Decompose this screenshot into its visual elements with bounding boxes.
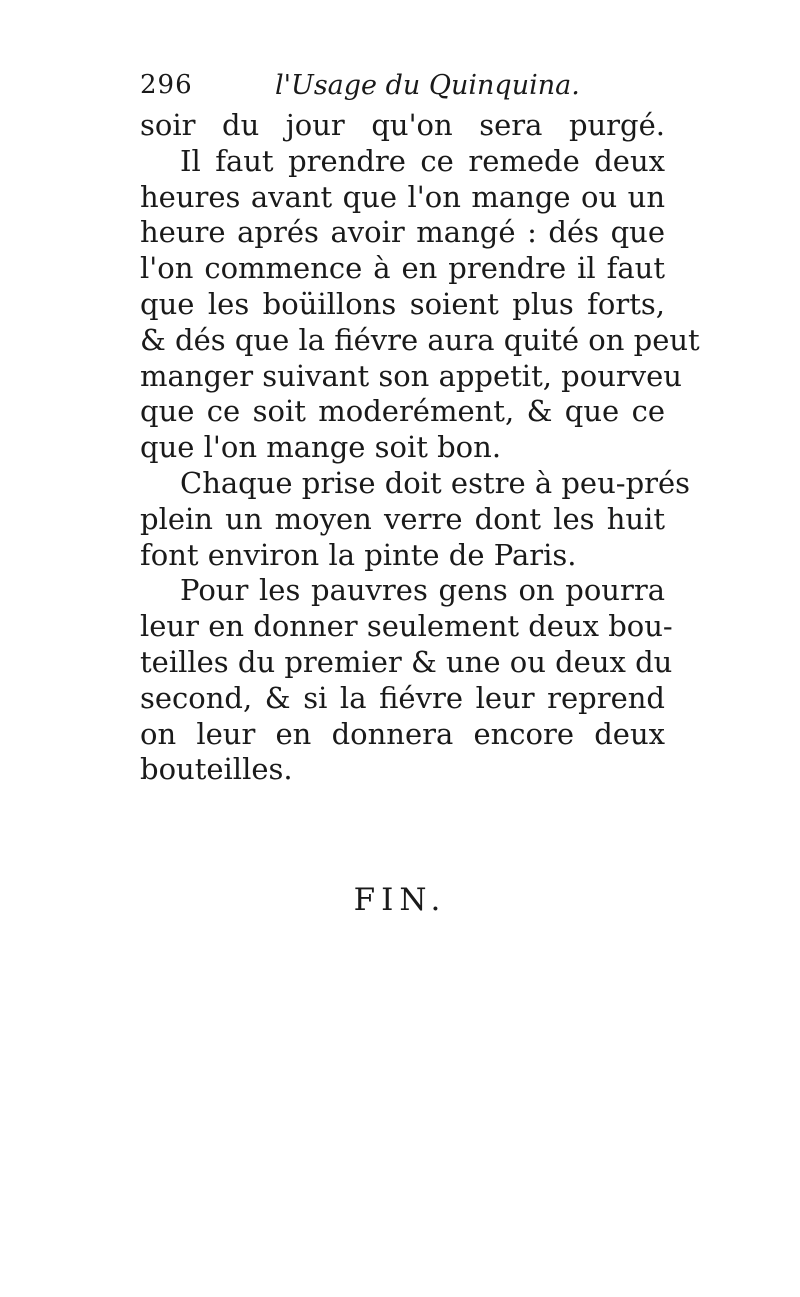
text-line: bouteilles. (140, 752, 293, 787)
text-line: on leur en donnera encore deux (140, 716, 665, 751)
text-line: manger suivant son appetit, pourveu (140, 358, 682, 393)
text-line: Il faut prendre ce remede deux (180, 143, 665, 178)
text-line: teilles du premier & une ou deux du (140, 644, 673, 679)
text-line: que les boüillons soient plus forts, (140, 286, 665, 321)
text-line: Pour les pauvres gens on pourra (180, 573, 665, 608)
text-line: que ce soit moderément, & que ce (140, 394, 665, 429)
text-line: font environ la pinte de Paris. (140, 537, 577, 572)
text-line: Chaque prise doit estre à peu-prés (180, 465, 691, 500)
text-line: que l'on mange soit bon. (140, 430, 502, 465)
text-line: l'on commence à en prendre il faut (140, 251, 665, 286)
text-line: soir du jour qu'on sera purgé. (140, 108, 665, 142)
text-line: plein un moyen verre dont les huit (140, 501, 665, 536)
end-mark: FIN. (353, 882, 447, 918)
text-line: heure aprés avoir mangé : dés que (140, 215, 665, 250)
page-number: 296 (140, 70, 193, 100)
text-line: & dés que la fiévre aura quité on peut (140, 322, 700, 357)
text-line: second, & si la fiévre leur reprend (140, 680, 665, 715)
text-line: heures avant que l'on mange ou un (140, 179, 665, 214)
running-head: l'Usage du Quinquina. (275, 70, 580, 101)
body-text (140, 108, 700, 788)
text-line: leur en donner seulement deux bou- (140, 609, 673, 644)
page-header (140, 70, 670, 110)
